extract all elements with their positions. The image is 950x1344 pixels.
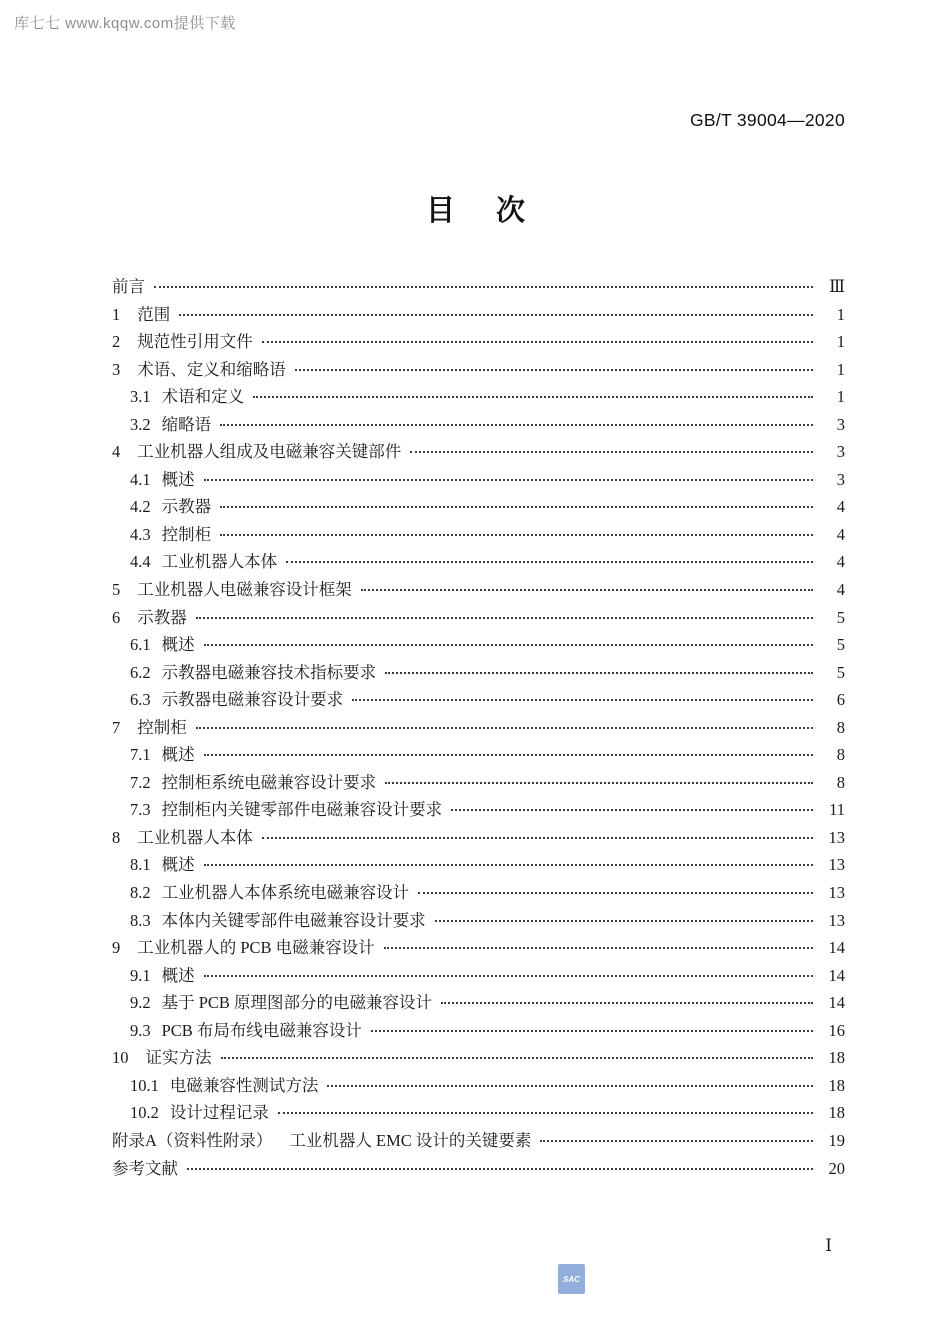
toc-entry-label: 设计过程记录	[169, 1103, 269, 1123]
toc-entry-number: 2	[112, 332, 121, 352]
toc-entry-page-number: 5	[836, 635, 845, 655]
toc-entry-label: 工业机器人组成及电磁兼容关键部件	[137, 442, 402, 462]
dot-leader	[385, 672, 813, 674]
toc-entry	[112, 411, 845, 439]
dot-leader	[384, 947, 813, 949]
page-title: 目 次	[425, 195, 531, 227]
toc-entry-page-number: 6	[836, 690, 845, 710]
watermark-text: 库七七 www.kqqw.com提供下载	[14, 15, 236, 32]
toc-entry-page-number: 5	[836, 662, 845, 682]
toc-entry-page-number: 19	[828, 1130, 845, 1150]
toc-entry	[112, 824, 845, 852]
toc-entry-page-number: 14	[828, 993, 845, 1013]
dot-leader	[187, 1168, 813, 1170]
toc-entry-number: 8.2	[130, 883, 151, 903]
toc-entry-page-number: 18	[828, 1103, 845, 1123]
dot-leader	[295, 369, 813, 371]
toc-entry-number: 8.3	[130, 910, 151, 930]
toc-entry-page-number: 13	[828, 855, 845, 875]
sac-logo: SAC	[558, 1264, 585, 1294]
dot-leader	[204, 644, 813, 646]
toc-entry-number: 6.3	[130, 690, 151, 710]
toc-entry-label: 工业机器人本体	[161, 552, 278, 572]
toc-entry	[112, 879, 845, 907]
toc-entry	[112, 273, 845, 301]
toc-entry-page-number: 8	[836, 772, 845, 792]
toc-entry-number: 6.1	[130, 635, 151, 655]
toc-entry-label: 控制柜系统电磁兼容设计要求	[161, 772, 377, 792]
toc-entry	[112, 1099, 845, 1127]
toc-entry-number: 9.1	[130, 965, 151, 985]
dot-leader	[385, 782, 813, 784]
toc-entry	[112, 493, 845, 521]
dot-leader	[327, 1085, 813, 1087]
toc-entry-number: 9	[112, 938, 121, 958]
dot-leader	[253, 396, 813, 398]
toc-entry-number: 7.3	[130, 800, 151, 820]
toc-entry	[112, 769, 845, 797]
dot-leader	[154, 286, 813, 288]
toc-entry-label: 证实方法	[145, 1048, 212, 1068]
toc-entry-label: 概述	[161, 855, 195, 875]
dot-leader	[286, 561, 813, 563]
dot-leader	[361, 589, 813, 591]
toc-entry	[112, 686, 845, 714]
toc-entry	[112, 741, 845, 769]
toc-entry-number: 3.2	[130, 414, 151, 434]
toc-entry-page-number: 5	[836, 607, 845, 627]
toc-entry-label: PCB 布局布线电磁兼容设计	[161, 1020, 362, 1040]
toc-entry	[112, 796, 845, 824]
toc-entry-page-number: 8	[836, 717, 845, 737]
standard-number: GB/T 39004—2020	[690, 110, 845, 130]
toc-entry	[112, 1127, 845, 1155]
toc-entry-label: 概述	[161, 635, 195, 655]
toc-entry-number: 7	[112, 717, 121, 737]
toc-entry	[112, 521, 845, 549]
toc-entry-label: 示教器电磁兼容设计要求	[161, 690, 344, 710]
toc-entry-page-number: 4	[836, 580, 845, 600]
toc-entry-label: 控制柜	[161, 524, 212, 544]
toc-entry-page-number: 20	[828, 1158, 845, 1178]
dot-leader	[352, 699, 813, 701]
toc-entry-page-number: 1	[836, 359, 845, 379]
toc-entry-page-number: 13	[828, 910, 845, 930]
toc-entry-page-number: 18	[828, 1075, 845, 1095]
footer-page-number: Ⅰ	[825, 1236, 832, 1255]
toc-entry-label: 范围	[137, 304, 171, 324]
toc-entry-page-number: 18	[828, 1048, 845, 1068]
toc-entry	[112, 1155, 845, 1183]
dot-leader	[418, 892, 813, 894]
toc-entry-page-number: 3	[836, 442, 845, 462]
dot-leader	[220, 506, 813, 508]
toc-entry-label: 基于 PCB 原理图部分的电磁兼容设计	[161, 993, 433, 1013]
toc-entry-page-number: 3	[836, 414, 845, 434]
toc-entry-number: 9.2	[130, 993, 151, 1013]
toc-entry	[112, 438, 845, 466]
toc-entry	[112, 631, 845, 659]
dot-leader	[441, 1002, 813, 1004]
toc-entry-number: 4.3	[130, 524, 151, 544]
toc-entry-label: 术语和定义	[161, 387, 245, 407]
toc-entry-number: 3	[112, 359, 121, 379]
dot-leader	[540, 1140, 813, 1142]
toc-entry-page-number: 3	[836, 469, 845, 489]
toc-entry	[112, 466, 845, 494]
toc-entry-page-number: 4	[836, 524, 845, 544]
toc-entry-number: 6.2	[130, 662, 151, 682]
toc-entry-label: 工业机器人本体系统电磁兼容设计	[161, 883, 410, 903]
dot-leader	[410, 451, 813, 453]
dot-leader	[196, 617, 813, 619]
toc-entry-number: 6	[112, 607, 121, 627]
dot-leader	[262, 341, 813, 343]
dot-leader	[221, 1057, 814, 1059]
toc-entry-label: 概述	[161, 745, 195, 765]
toc-entry	[112, 1072, 845, 1100]
toc-entry	[112, 934, 845, 962]
toc-entry-label: 控制柜内关键零部件电磁兼容设计要求	[161, 800, 443, 820]
toc-entry-label: 规范性引用文件	[137, 332, 253, 352]
dot-leader	[220, 534, 813, 536]
toc-entry-number: 4.1	[130, 469, 151, 489]
toc-entry-page-number: 14	[828, 938, 845, 958]
toc-entry	[112, 962, 845, 990]
toc-entry-number: 5	[112, 580, 121, 600]
dot-leader	[220, 424, 813, 426]
toc-entry-number: 4.2	[130, 497, 151, 517]
toc-entry-number: 7.1	[130, 745, 151, 765]
toc-entry	[112, 907, 845, 935]
dot-leader	[204, 479, 813, 481]
dot-leader	[435, 920, 813, 922]
toc-entry-number: 10.2	[130, 1103, 159, 1123]
dot-leader	[278, 1112, 813, 1114]
toc-entry	[112, 659, 845, 687]
dot-leader	[196, 727, 813, 729]
toc-entry-label: 示教器电磁兼容技术指标要求	[161, 662, 377, 682]
dot-leader	[451, 809, 813, 811]
toc-entry-number: 3.1	[130, 387, 151, 407]
toc-entry	[112, 604, 845, 632]
toc-entry-label: 术语、定义和缩略语	[137, 359, 286, 379]
toc-list	[112, 273, 845, 1182]
toc-entry-page-number: 4	[836, 497, 845, 517]
toc-entry	[112, 851, 845, 879]
toc-entry-label: 示教器	[137, 607, 187, 627]
toc-entry	[112, 356, 845, 384]
toc-entry-label: 控制柜	[137, 717, 187, 737]
toc-entry-label: 工业机器人电磁兼容设计框架	[137, 580, 352, 600]
toc-entry-number: 10.1	[130, 1075, 159, 1095]
dot-leader	[204, 754, 813, 756]
toc-entry-page-number: 1	[836, 304, 845, 324]
toc-entry-number: 附录A（资料性附录）	[112, 1130, 273, 1150]
toc-entry-page-number: 4	[836, 552, 845, 572]
toc-entry	[112, 383, 845, 411]
toc-entry-page-number: Ⅲ	[829, 277, 845, 296]
toc-entry-label: 概述	[161, 469, 195, 489]
toc-entry	[112, 576, 845, 604]
dot-leader	[204, 975, 813, 977]
toc-entry-number: 7.2	[130, 772, 151, 792]
toc-entry-label: 本体内关键零部件电磁兼容设计要求	[161, 910, 426, 930]
toc-entry-label: 前言	[112, 277, 145, 296]
toc-entry	[112, 1044, 845, 1072]
toc-entry	[112, 1017, 845, 1045]
toc-entry-page-number: 11	[829, 800, 845, 820]
toc-entry-number: 8	[112, 827, 121, 847]
toc-entry-label: 工业机器人 EMC 设计的关键要素	[289, 1130, 532, 1150]
toc-entry	[112, 548, 845, 576]
toc-entry	[112, 714, 845, 742]
toc-entry	[112, 301, 845, 329]
dot-leader	[179, 314, 813, 316]
toc-entry-label: 工业机器人本体	[137, 827, 253, 847]
toc-entry-label: 概述	[161, 965, 195, 985]
toc-entry-number: 4	[112, 442, 121, 462]
dot-leader	[204, 864, 813, 866]
toc-entry-label: 工业机器人的 PCB 电磁兼容设计	[137, 938, 375, 958]
toc-entry-page-number: 13	[828, 883, 845, 903]
dot-leader	[371, 1030, 813, 1032]
toc-entry-label: 示教器	[161, 497, 212, 517]
toc-entry-number: 8.1	[130, 855, 151, 875]
toc-entry-page-number: 14	[828, 965, 845, 985]
toc-entry-number: 4.4	[130, 552, 151, 572]
toc-entry-page-number: 1	[836, 332, 845, 352]
toc-entry	[112, 989, 845, 1017]
toc-entry-label: 参考文献	[112, 1158, 178, 1178]
toc-entry-page-number: 13	[828, 827, 845, 847]
toc-entry	[112, 328, 845, 356]
toc-entry-label: 电磁兼容性测试方法	[169, 1075, 319, 1095]
toc-entry-label: 缩略语	[161, 414, 212, 434]
dot-leader	[262, 837, 813, 839]
toc-entry-page-number: 1	[836, 387, 845, 407]
toc-entry-page-number: 16	[828, 1020, 845, 1040]
toc-entry-number: 10	[112, 1048, 129, 1068]
toc-entry-number: 9.3	[130, 1020, 151, 1040]
toc-entry-page-number: 8	[836, 745, 845, 765]
toc-entry-number: 1	[112, 304, 121, 324]
